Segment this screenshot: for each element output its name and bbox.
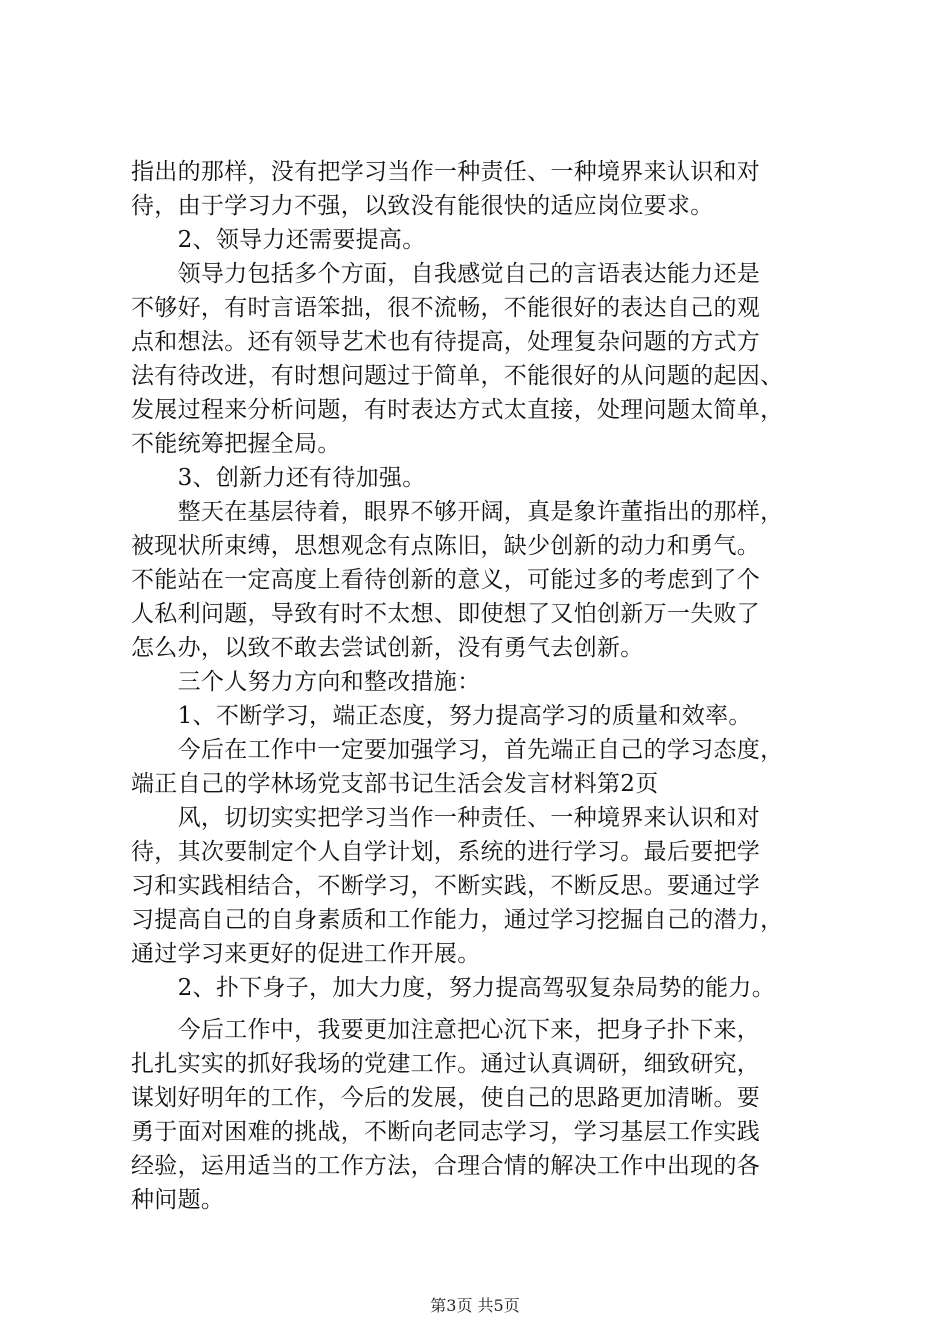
text-line: 不够好，有时言语笨拙，很不流畅，不能很好的表达自己的观 — [131, 295, 761, 321]
text-line: 今后在工作中一定要加强学习，首先端正自己的学习态度， — [131, 737, 784, 763]
text-line: 种问题。 — [131, 1187, 225, 1213]
text-line: 经验，运用适当的工作方法，合理合情的解决工作中出现的各 — [131, 1153, 761, 1179]
text-line: 指出的那样，没有把学习当作一种责任、一种境界来认识和对 — [131, 159, 761, 185]
text-line: 端正自己的学林场党支部书记生活会发言材料第2页 — [131, 771, 659, 797]
text-line: 谋划好明年的工作，今后的发展，使自己的思路更加清晰。要 — [131, 1085, 761, 1111]
text-line: 扎扎实实的抓好我场的党建工作。通过认真调研，细致研究， — [131, 1051, 761, 1077]
list-heading: 2、领导力还需要提高。 — [131, 227, 426, 253]
page-footer: 第3页 共5页 — [430, 1296, 520, 1315]
section-heading: 三个人努力方向和整改措施： — [131, 669, 481, 695]
text-line: 习提高自己的自身素质和工作能力，通过学习挖掘自己的潜力， — [131, 907, 784, 933]
text-line: 领导力包括多个方面，自我感觉自己的言语表达能力还是 — [131, 261, 761, 287]
list-heading: 3、创新力还有待加强。 — [131, 465, 426, 491]
text-line: 习和实践相结合，不断学习，不断实践，不断反思。要通过学 — [131, 873, 761, 899]
text-line: 人私利问题，导致有时不太想、即使想了又怕创新万一失败了 — [131, 601, 761, 627]
text-line: 发展过程来分析问题，有时表达方式太直接，处理问题太简单， — [131, 397, 784, 423]
text-line: 不能站在一定高度上看待创新的意义，可能过多的考虑到了个 — [131, 567, 761, 593]
text-line: 待，由于学习力不强，以致没有能很快的适应岗位要求。 — [131, 193, 714, 219]
text-line: 整天在基层待着，眼界不够开阔，真是象许董指出的那样， — [131, 499, 784, 525]
list-heading: 1、不断学习，端正态度，努力提高学习的质量和效率。 — [131, 703, 752, 729]
text-line: 今后工作中，我要更加注意把心沉下来，把身子扑下来， — [131, 1017, 761, 1043]
text-line: 怎么办，以致不敢去尝试创新，没有勇气去创新。 — [131, 635, 644, 661]
text-line: 待，其次要制定个人自学计划，系统的进行学习。最后要把学 — [131, 839, 761, 865]
text-line: 通过学习来更好的促进工作开展。 — [131, 941, 481, 967]
text-line: 点和想法。还有领导艺术也有待提高，处理复杂问题的方式方 — [131, 329, 761, 355]
text-line: 风，切切实实把学习当作一种责任、一种境界来认识和对 — [131, 805, 761, 831]
text-line: 不能统筹把握全局。 — [131, 431, 341, 457]
text-line: 被现状所束缚，思想观念有点陈旧，缺少创新的动力和勇气。 — [131, 533, 761, 559]
text-line: 勇于面对困难的挑战，不断向老同志学习，学习基层工作实践 — [131, 1119, 761, 1145]
text-line: 法有待改进，有时想问题过于简单，不能很好的从问题的起因、 — [131, 363, 784, 389]
list-heading: 2、扑下身子，加大力度，努力提高驾驭复杂局势的能力。 — [131, 975, 776, 1001]
